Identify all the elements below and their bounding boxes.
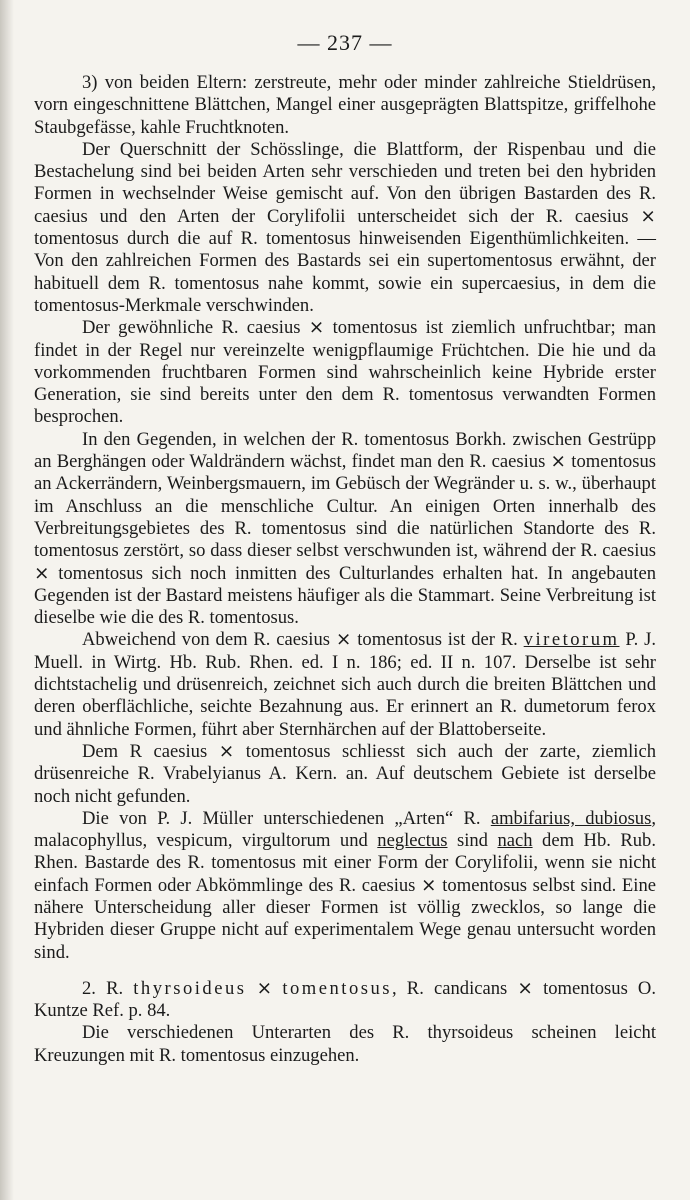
paragraph-4: In den Gegenden, in welchen der R. tomentosus Borkh. zwischen Gestrüpp an Berghängen oder Waldrändern wächst, findet man den R. caesius ⨯ tomentosus an Ackerrändern, Weinbergsmauern, im Gebüsch der Wegränder u. s. w., überhaupt im Anschluss an die menschliche Cultur. An einigen Orten innerhalb des Verbreitungsgebietes des R. tomentosus sind die natürlichen Standorte des R. tomentosus zerstört, so dass dieser selbst verschwunden ist, während der R. caesius ⨯ tomentosus sich noch inmitten des Culturlandes erhalten hat. In angebauten Gegenden ist der Bastard meistens häufiger als die Stammart. Seine Verbreitung ist dieselbe wie die des R. tomentosus.	[34, 428, 656, 629]
species-ambifarius-dubiosus: ambifarius, dubiosus	[490, 807, 652, 829]
section-2-text: Die verschiedenen Unterarten des R. thyrsoideus scheinen leicht Kreuzungen mit R. tomentosus einzugehen.	[34, 1022, 656, 1066]
word-nach: nach	[497, 830, 533, 852]
paragraph-7	[34, 808, 656, 964]
section-2-rest: , R. candicans ⨯ tomentosus O. Kuntze Ref. p. 84.	[34, 977, 656, 1022]
paragraph-3: Der gewöhnliche R. caesius ⨯ tomentosus ist ziemlich unfruchtbar; man findet in der Regel nur vereinzelte wenigpflaumige Früchtchen. Die hie und da vorkommenden fruchtbaren Formen sind wahrscheinlich keine Hybride erster Generation, sie sind bereits unter den dem R. tomentosus verwandten Formen besprochen.	[34, 317, 656, 428]
page-edge-shadow	[0, 0, 14, 1200]
species-neglectus: neglectus	[377, 830, 448, 852]
page-body	[34, 72, 656, 1067]
paragraph-2: Der Querschnitt der Schösslinge, die Blattform, der Rispenbau und die Bestachelung sind bei beiden Arten sehr verschieden und treten bei den hybriden Formen in wechselnder Weise gemischt auf. Von den übrigen Bastarden des R. caesius und den Arten der Corylifolii unterscheidet sich der R. caesius ⨯ tomentosus durch die auf R. tomentosus hinweisenden Eigenthümlichkeiten. — Von den zahlreichen Formen des Bastards sei ein supertomentosus erwähnt, der habituell dem R. tomentosus nahe kommt, sowie ein supercaesius, in dem die tomentosus-Merkmale verschwinden.	[34, 138, 656, 316]
species-viretorum: viretorum	[523, 629, 620, 651]
section-2-number: 2. R.	[82, 977, 134, 999]
paragraph-7-mid: , malacophyllus, vespicum, virgultorum und	[34, 807, 656, 852]
section-2-heading	[34, 978, 656, 1023]
section-2-name-a: thyrsoideus	[133, 977, 247, 999]
paragraph-5-rest: P. J. Muell. in Wirtg. Hb. Rub. Rhen. ed. I n. 186; ed. II n. 107. Derselbe ist sehr dichtstachelig und drüsenreich, zeichnet sich auch durch die breiten Blättchen und deren oberflächliche, seichte Bezahnung aus. Er erinnert an R. dumetorum ferox und ähnliche Formen, führt aber Sternhärchen auf der Blattoberseite.	[34, 629, 656, 740]
paragraph-7-sind: sind	[447, 830, 498, 852]
paragraph-5	[34, 629, 656, 740]
section-2-cross: ⨯	[246, 977, 283, 999]
paragraph-7-intro: Die von P. J. Müller unterschiedenen „Arten“ R.	[82, 807, 491, 829]
section-gap	[34, 964, 656, 978]
paragraph-1: 3) von beiden Eltern: zerstreute, mehr oder minder zahlreiche Stieldrüsen, vorn eingeschnittene Blättchen, Mangel einer ausgeprägten Blattspitze, griffelhohe Staubgefässe, kahle Fruchtknoten.	[34, 72, 656, 138]
section-2-name-b: tomentosus	[282, 977, 393, 999]
paragraph-5-intro: Abweichend von dem R. caesius ⨯ tomentosus ist der R.	[82, 629, 524, 651]
paragraph-7-rest: dem Hb. Rub. Rhen. Bastarde des R. tomentosus mit einer Form der Corylifolii, wenn sie nicht einfach Formen oder Abkömmlinge des R. caesius ⨯ tomentosus selbst sind. Eine nähere Unterscheidung aller dieser Formen ist völlig zwecklos, so lange die Hybriden dieser Gruppe nicht auf experimentalem Wege genau untersucht worden sind.	[34, 830, 657, 963]
paragraph-6: Dem R caesius ⨯ tomentosus schliesst sich auch der zarte, ziemlich drüsenreiche R. Vrabelyianus A. Kern. an. Auf deutschem Gebiete ist derselbe noch nicht gefunden.	[34, 740, 656, 807]
page-number: — 237 —	[297, 30, 393, 55]
